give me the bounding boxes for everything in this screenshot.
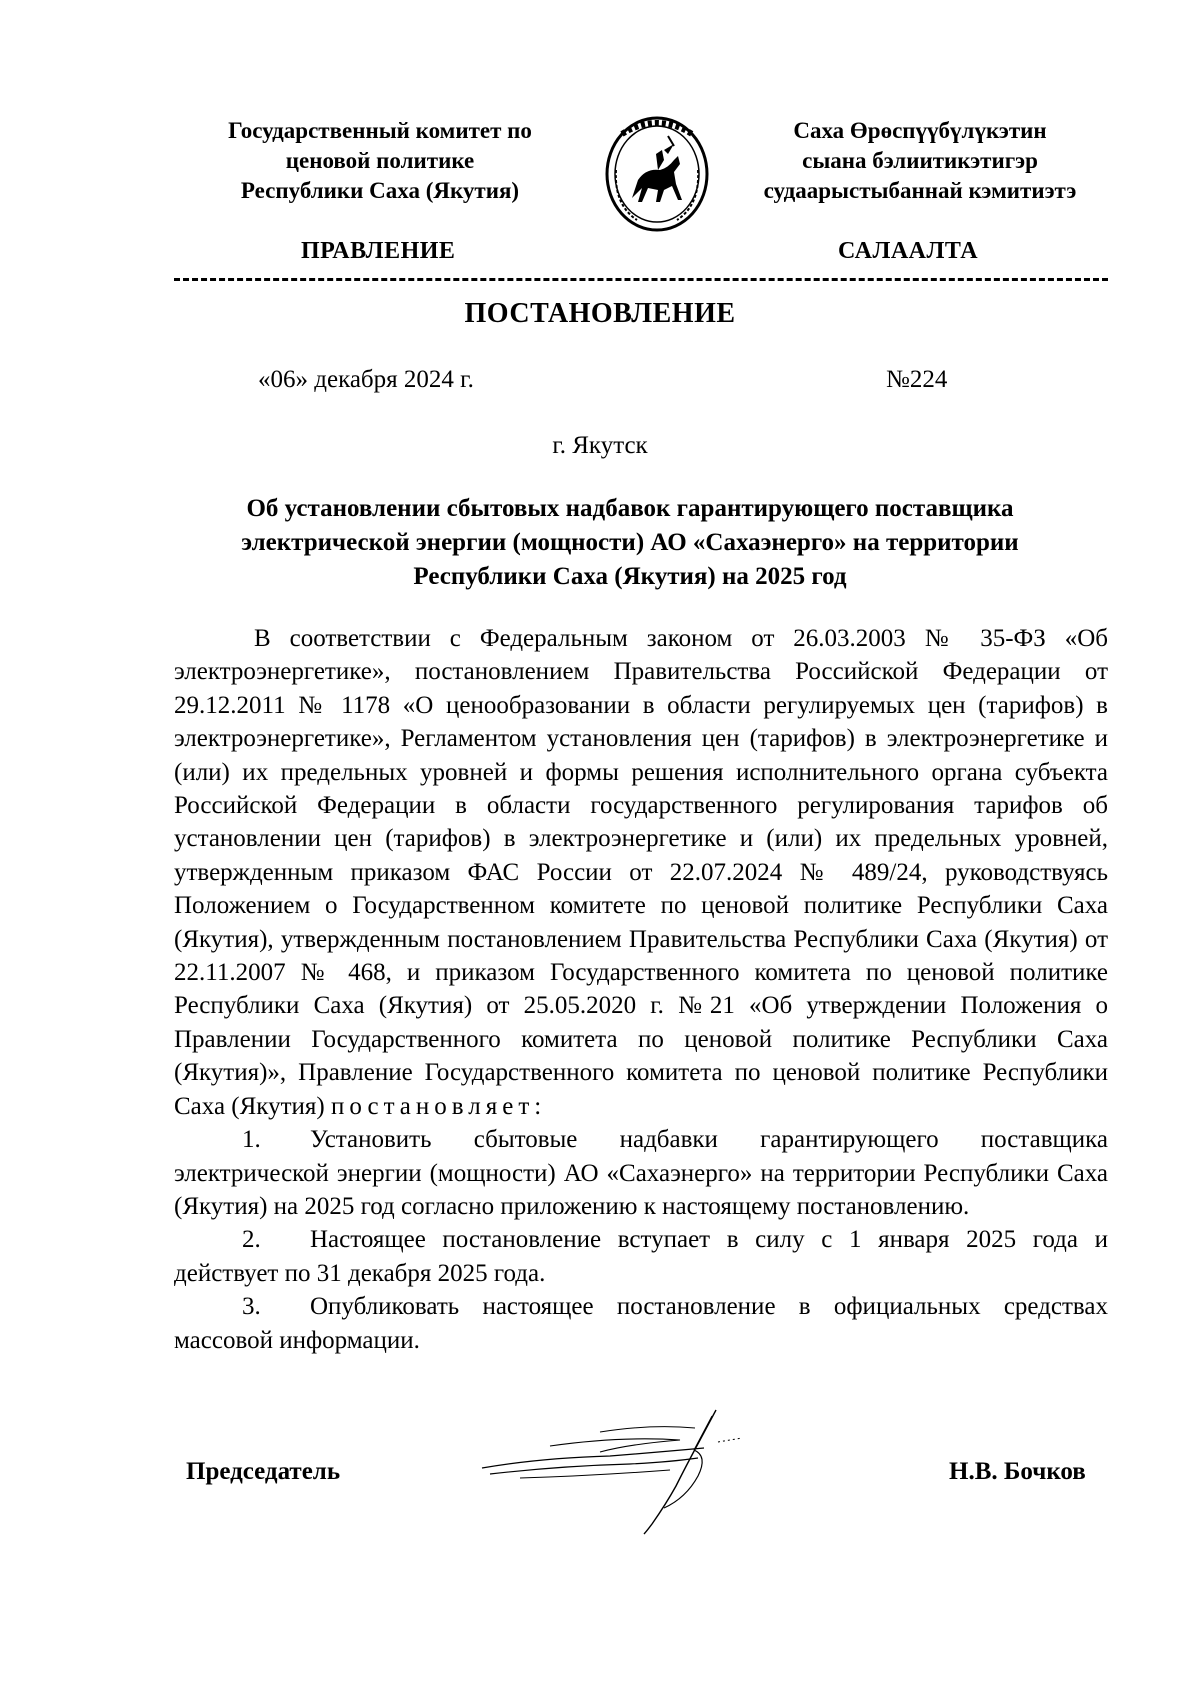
title-line: Об установлении сбытовых надбавок гарантирующего поставщика bbox=[246, 495, 1014, 522]
signatory-name: Н.В. Бочков bbox=[949, 1458, 1086, 1485]
list-item bbox=[174, 1290, 1108, 1357]
header-right-organization bbox=[720, 116, 1120, 206]
document-city: г. Якутск bbox=[552, 432, 648, 459]
item-text: Настоящее постановление вступает в силу с 1 января 2025 года и действует по 31 декабря 2025 года. bbox=[174, 1226, 1108, 1287]
header-left-organization bbox=[180, 116, 580, 206]
handwritten-signature-icon bbox=[480, 1406, 780, 1536]
header-left-line: ценовой политике bbox=[285, 148, 475, 173]
subheader-board-sah: САЛААЛТА bbox=[838, 238, 979, 264]
list-item bbox=[174, 1223, 1108, 1290]
document-body bbox=[174, 622, 1108, 1357]
item-number: 2. bbox=[242, 1226, 261, 1254]
item-number: 1. bbox=[242, 1126, 261, 1154]
yakutia-coat-of-arms-icon bbox=[602, 110, 712, 234]
title-line: Республики Саха (Якутия) на 2025 год bbox=[413, 563, 847, 590]
header-left-line: Государственный комитет по bbox=[228, 118, 532, 143]
header-right-line: сыана бэлиитикэтигэр bbox=[802, 148, 1038, 173]
decree-word: постановляет: bbox=[330, 1092, 547, 1120]
subheader-board-ru: ПРАВЛЕНИЕ bbox=[301, 238, 456, 264]
preamble-paragraph bbox=[174, 622, 1108, 1123]
document-date: «06» декабря 2024 г. bbox=[258, 366, 474, 393]
header-divider bbox=[174, 278, 1108, 281]
item-text: Опубликовать настоящее постановление в официальных средствах массовой информации. bbox=[174, 1293, 1108, 1354]
header-right-line: Саха Өрөспүүбүлүкэтин bbox=[793, 118, 1047, 143]
preamble-text: В соответствии с Федеральным законом от 26.03.2003 № 35-ФЗ «Об электроэнергетике», постановлением Правительства Российской Федерации от 29.12.2011 № 1178 «О ценообразовании в области регулируемых цен (тарифов) в электроэнергетике», Регламентом установления цен (тарифов) в электроэнергетике и (или) их предельных уровней и формы решения исполнительного органа субъекта Российской Федерации в области государственного регулирования тарифов об установлении цен (тарифов) в электроэнергетике и (или) их предельных уровней, утвержденным приказом ФАС России от 22.07.2024 № 489/24, руководствуясь Положением о Государственном комитете по ценовой политике Республики Саха (Якутия), утвержденным постановлением Правительства Республики Саха (Якутия) от 22.11.2007 № 468, и приказом Государственного комитета по ценовой политике Республики Саха (Якутия) от 25.05.2020 г. №21 «Об утверждении Положения о Правлении Государственного комитета по ценовой политике Республики Саха (Якутия)», Правление Государственного комитета по ценовой политике Республики Саха (Якутия) bbox=[174, 625, 1108, 1120]
list-item bbox=[174, 1123, 1108, 1223]
header-left-line: Республики Саха (Якутия) bbox=[240, 178, 520, 203]
header-right-line: судаарыстыбаннай кэмитиэтэ bbox=[763, 178, 1077, 203]
signatory-title: Председатель bbox=[186, 1458, 341, 1485]
document-type: ПОСТАНОВЛЕНИЕ bbox=[464, 298, 736, 329]
document-number: №224 bbox=[886, 366, 948, 393]
item-number: 3. bbox=[242, 1293, 261, 1321]
title-line: электрической энергии (мощности) АО «Сахаэнерго» на территории bbox=[241, 529, 1019, 556]
item-text: Установить сбытовые надбавки гарантирующего поставщика электрической энергии (мощности) АО «Сахаэнерго» на территории Республики Саха (Якутия) на 2025 год согласно приложению к настоящему постановлению. bbox=[174, 1126, 1108, 1220]
document-title bbox=[160, 492, 1100, 594]
